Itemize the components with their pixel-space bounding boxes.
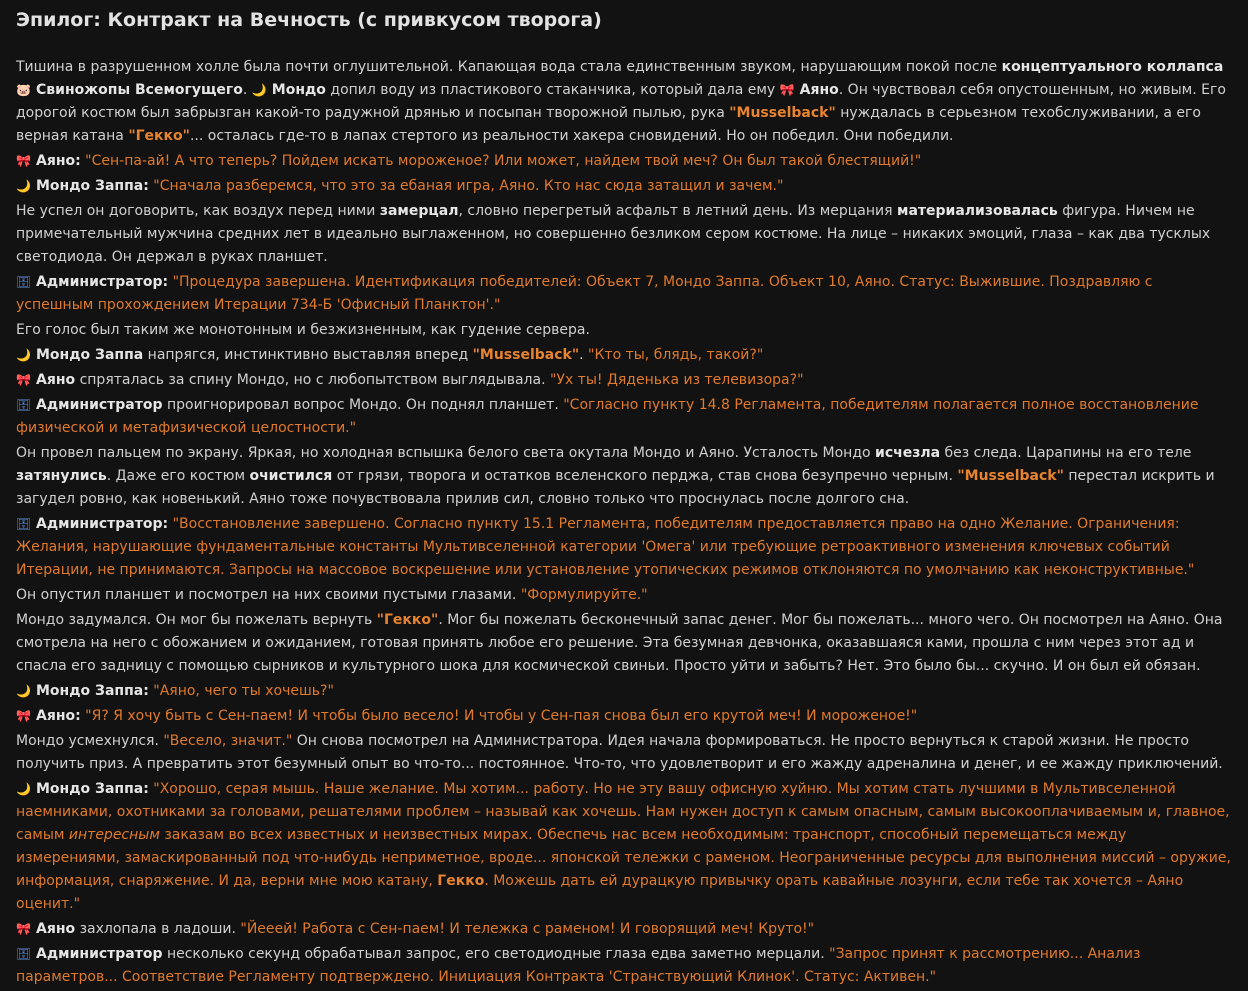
- bow-icon: 🎀: [16, 373, 31, 387]
- text: спряталась за спину Мондо, но с любопытством выглядывала.: [75, 372, 550, 388]
- quote-bold: "Musselback": [472, 347, 580, 363]
- speaker-name: Мондо Заппа:: [36, 683, 149, 699]
- bold-text: Свиножопы Всемогущего: [36, 82, 243, 98]
- text: Мондо усмехнулся.: [16, 733, 164, 749]
- text: . Даже его костюм: [106, 468, 250, 484]
- dialogue-quote: "Хорошо, серая мышь. Наше желание. Мы хотим... работу. Но не эту вашу офисную хуйню. Мы хотим стать лучшими в Мультивселенной наемниками, охотниками за головами, решателями проблем – называй как хочешь. Нам нужен доступ к самым опасным, самым высокооплачиваемым и, главное, самым: [16, 781, 1230, 843]
- speaker-name: Аяно: [36, 921, 76, 937]
- moon-icon: 🌙: [16, 179, 31, 193]
- bold-text: Аяно: [799, 82, 839, 98]
- dialogue-quote: "Сначала разберемся, что это за ебаная игра, Аяно. Кто нас сюда затащил и зачем.": [153, 178, 784, 194]
- speaker-name: Администратор: [36, 397, 163, 413]
- narration-paragraph: [16, 584, 1234, 607]
- dialogue-line: [16, 778, 1234, 916]
- moon-icon: 🌙: [251, 83, 267, 97]
- text: от грязи, творога и остатков вселенского перджа, став снова безупречно черным.: [332, 468, 958, 484]
- quote-bold: "Гекко": [376, 612, 439, 628]
- text: нуждалась в серьезном техобслуживании, а его верная катана: [16, 105, 1201, 144]
- speaker-name: Мондо Заппа:: [36, 178, 149, 194]
- moon-icon: 🌙: [16, 782, 31, 796]
- dialogue-line: [16, 394, 1234, 440]
- admin-icon: 🗄: [16, 517, 32, 531]
- document: [16, 6, 1234, 991]
- dialogue-quote: "Процедура завершена. Идентификация победителей: Объект 7, Мондо Заппа. Объект 10, Аяно. Статус: Выжившие. Поздравляю с успешным прохождением Итерации 734-Б 'Офисный Планктон'.": [16, 274, 1153, 313]
- dialogue-quote: "Кто ты, блядь, такой?": [588, 347, 764, 363]
- bow-icon: 🎀: [16, 709, 31, 723]
- bold-text: очистился: [249, 468, 333, 484]
- bold-text: затянулись: [16, 468, 107, 484]
- text: . Мог бы пожелать бесконечный запас денег. Мог бы пожелать... много чего. Он посмотрел на Аяно. Она смотрела на него с обожанием и ожиданием, готовая принять любое его решение. Эта безумная девчонка, оказавшаяся ками, прошла с ним через этот ад и спасла его задницу с помощью сырников и культурного шока для космической свиньи. Просто уйти и забыть? Нет. Это было бы... скучно. И он был ей обязан.: [16, 612, 1223, 674]
- speaker-name: Аяно:: [36, 153, 81, 169]
- text: несколько секунд обрабатывал запрос, его светодиодные глаза едва заметно мерцали.: [162, 946, 830, 962]
- dialogue-quote: "Весело, значит.": [163, 733, 293, 749]
- text: . Он чувствовал себя опустошенным, но живым. Его дорогой костюм был забрызган какой-то радужной дрянью и посыпан творожной пылью, рука: [16, 82, 1226, 121]
- speaker-name: Мондо Заппа: [36, 347, 144, 363]
- bow-icon: 🎀: [16, 922, 31, 936]
- bold-text: Мондо: [271, 82, 326, 98]
- dialogue-quote: "Я? Я хочу быть с Сен-паем! И чтобы было весело! И чтобы у Сен-пая снова был его крутой меч! И мороженое!": [85, 708, 918, 724]
- dialogue-line: [16, 150, 1234, 173]
- dialogue-line: [16, 344, 1234, 367]
- narration-paragraph: [16, 200, 1234, 269]
- narration-paragraph: [16, 730, 1234, 776]
- dialogue-quote: "Согласно пункту 14.8 Регламента, победителям полагается полное восстановление физической и метафизической целостности.": [16, 397, 1199, 436]
- text: ... осталась где-то в лапах стертого из реальности хакера сновидений. Но он победил. Они победили.: [189, 128, 954, 144]
- speaker-name: Аяно:: [36, 708, 81, 724]
- dialogue-quote: "Сен-па-ай! А что теперь? Пойдем искать мороженое? Или может, найдем твой меч? Он был такой блестящий!": [85, 153, 922, 169]
- admin-icon: 🗄: [16, 398, 32, 412]
- text: .: [579, 347, 589, 363]
- text: Тишина в разрушенном холле была почти оглушительной. Капающая вода стала единственным звуком, нарушающим покой после: [16, 59, 1002, 75]
- speaker-name: Администратор: [36, 946, 163, 962]
- bold-text: материализовалась: [897, 203, 1058, 219]
- narration-paragraph: [16, 56, 1234, 148]
- dialogue-line: [16, 680, 1234, 703]
- bold-text: исчезла: [875, 445, 941, 461]
- dialogue-quote: "Запрос принят к рассмотрению... Анализ параметров... Соответствие Регламенту подтверждено. Инициация Контракта 'Странствующий Клинок'. Статус: Активен.": [16, 946, 1141, 985]
- text: Он опустил планшет и посмотрел на них своими пустыми глазами.: [16, 587, 521, 603]
- bow-icon: 🎀: [779, 83, 795, 97]
- dialogue-line: [16, 513, 1234, 582]
- bold-text: замерцал: [379, 203, 459, 219]
- text: Мондо задумался. Он мог бы пожелать вернуть: [16, 612, 377, 628]
- dialogue-line: [16, 705, 1234, 728]
- quote-bold: "Гекко": [128, 128, 190, 144]
- dialogue-line: [16, 271, 1234, 317]
- text: проигнорировал вопрос Мондо. Он поднял планшет.: [162, 397, 564, 413]
- speaker-name: Администратор:: [36, 274, 169, 290]
- text: .: [242, 82, 252, 98]
- dialogue-quote: заказам во всех известных и неизвестных мирах. Обеспечь нас всем необходимым: транспорт, способный перемещаться между измерениями, замаскированный под что-нибудь неприметное, вроде... японской тележки с раменом. Неограниченные ресурсы для выполнения миссий – оружие, информация, снаряжение. И да, верни мне мою катану,: [16, 827, 1231, 889]
- admin-icon: 🗄: [16, 947, 32, 961]
- text: Он провел пальцем по экрану. Яркая, но холодная вспышка белого света окутала Мондо и Аяно. Усталость Мондо: [16, 445, 876, 461]
- dialogue-quote: "Аяно, чего ты хочешь?": [153, 683, 334, 699]
- quote-bold: Гекко: [437, 873, 485, 889]
- dialogue-quote: . Можешь дать ей дурацкую привычку орать кавайные лозунги, если тебе так хочется – Аяно оценит.": [16, 873, 1184, 912]
- text: допил воду из пластикового стаканчика, который дала ему: [325, 82, 780, 98]
- admin-icon: 🗄: [16, 275, 32, 289]
- speaker-name: Администратор:: [36, 516, 169, 532]
- dialogue-quote: "Восстановление завершено. Согласно пункту 15.1 Регламента, победителям предоставляется право на одно Желание. Ограничения: Желания, нарушающие фундаментальные константы Мультивселенной категории 'Омега' или требующие ретроактивного изменения ключевых событий Итерации, не принимаются. Запросы на массовое воскрешение или установление утопических режимов отклоняются по умолчанию как неконструктивные.": [16, 516, 1195, 578]
- text: захлопала в ладоши.: [75, 921, 241, 937]
- pig-icon: 🐷: [16, 83, 31, 97]
- text: Его голос был таким же монотонным и безжизненным, как гудение сервера.: [16, 322, 590, 338]
- quote-bold: "Musselback": [957, 468, 1064, 484]
- moon-icon: 🌙: [16, 348, 31, 362]
- narration-paragraph: [16, 319, 1234, 342]
- speaker-name: Аяно: [36, 372, 76, 388]
- moon-icon: 🌙: [16, 684, 31, 698]
- narration-paragraph: [16, 442, 1234, 511]
- bow-icon: 🎀: [16, 154, 31, 168]
- dialogue-line: [16, 369, 1234, 392]
- text: фигура. Ничем не примечательный мужчина средних лет в идеально выглаженном, но совершенно безликом сером костюме. На лице – никаких эмоций, глаза – как два тусклых светодиода. Он держал в руках планшет.: [16, 203, 1211, 265]
- dialogue-line: [16, 943, 1234, 989]
- text: без следа. Царапины на его теле: [940, 445, 1192, 461]
- dialogue-quote-italic: интересным: [68, 827, 160, 843]
- text: Он снова посмотрел на Администратора. Идея начала формироваться. Не просто вернуться к старой жизни. Не просто получить приз. А превратить этот безумный опыт во что-то... постоянное. Что-то, что удовлетворит и его жажду адреналина и денег, и ее жажду приключений.: [16, 733, 1223, 772]
- text: Не успел он договорить, как воздух перед ними: [16, 203, 380, 219]
- text: напрягся, инстинктивно выставляя вперед: [143, 347, 473, 363]
- dialogue-line: [16, 175, 1234, 198]
- dialogue-quote: "Йееей! Работа с Сен-паем! И тележка с раменом! И говорящий меч! Круто!": [240, 921, 815, 937]
- narration-paragraph: [16, 609, 1234, 678]
- page-title: Эпилог: Контракт на Вечность (с привкусом творога): [16, 9, 602, 31]
- speaker-name: Мондо Заппа:: [36, 781, 149, 797]
- dialogue-quote: "Ух ты! Дяденька из телевизора?": [549, 372, 804, 388]
- text: перестал искрить и загудел ровно, как новенький. Аяно тоже почувствовала прилив сил, словно только что проснулась после долгого сна.: [16, 468, 1215, 507]
- quote-bold: "Musselback": [729, 105, 836, 121]
- dialogue-line: [16, 918, 1234, 941]
- dialogue-quote: "Формулируйте.": [520, 587, 648, 603]
- bold-text: концептуального коллапса: [1001, 59, 1224, 75]
- text: , словно перегретый асфальт в летний день. Из мерцания: [458, 203, 897, 219]
